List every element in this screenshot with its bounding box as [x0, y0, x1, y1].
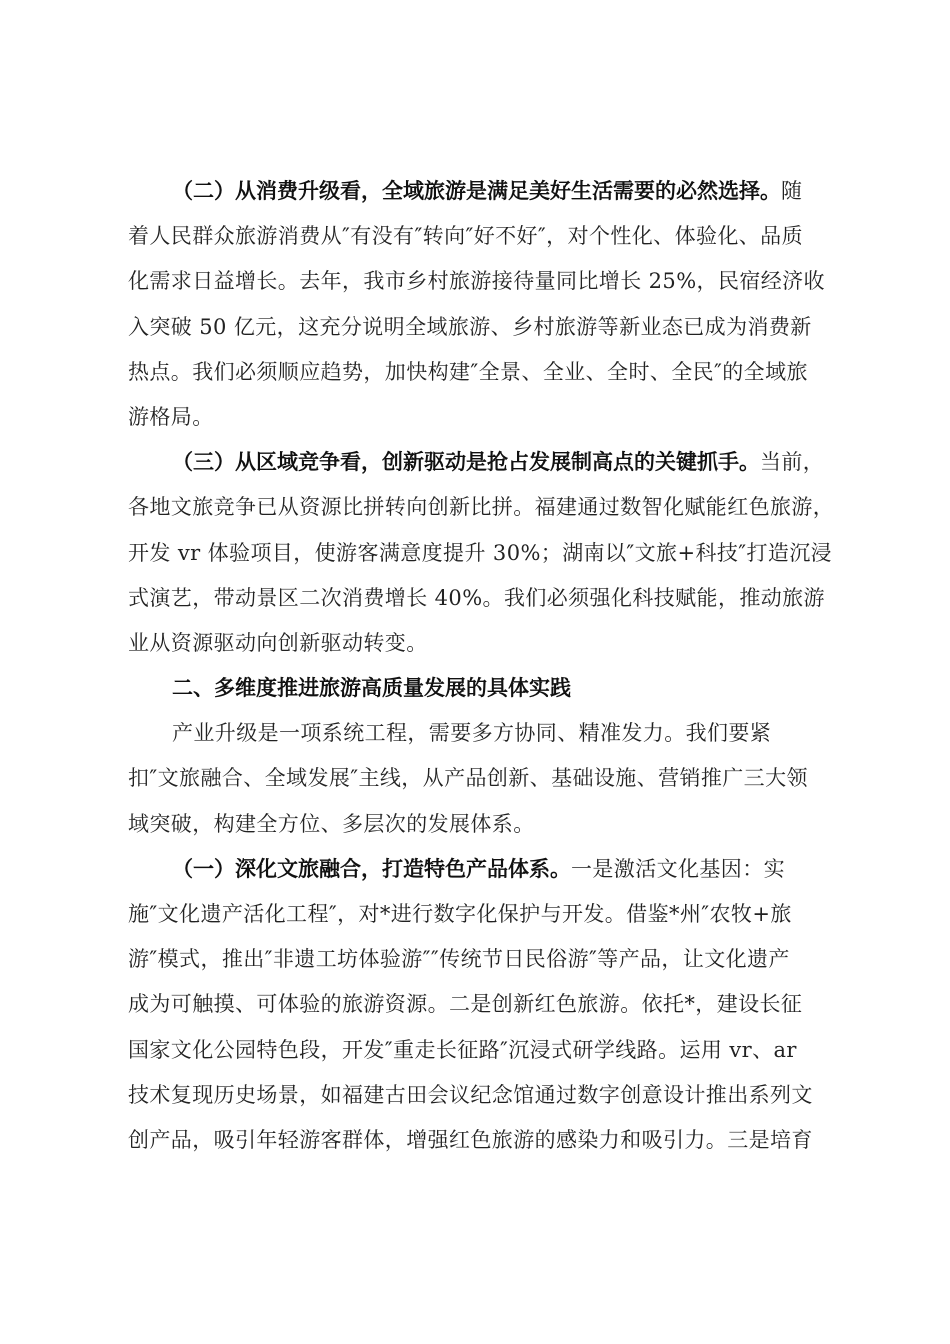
section-heading-2 [128, 671, 828, 716]
text-line: 各地文旅竞争已从资源比拼转向创新比拼。福建通过数智化赋能红色旅游， [128, 495, 835, 520]
text-line: 国家文化公园特色段，开发″重走长征路″沉浸式研学线路。运用 vr、ar [128, 1037, 797, 1062]
text-line: 化需求日益增长。去年，我市乡村旅游接待量同比增长 25%，民宿经济收 [128, 269, 825, 294]
text-line: 产业升级是一项系统工程，需要多方协同、精准发力。我们要紧 [172, 721, 772, 746]
bold-lead: （三）从区域竞争看，创新驱动是抢占发展制高点的关键抓手。 [172, 450, 760, 475]
text-line [128, 174, 828, 219]
text-line: 成为可触摸、可体验的旅游资源。二是创新红色旅游。依托*，建设长征 [128, 992, 803, 1017]
text-line: 技术复现历史场景，如福建古田会议纪念馆通过数字创意设计推出系列文 [128, 1082, 813, 1107]
paragraph-intro [128, 716, 828, 852]
text-line: 游格局。 [128, 404, 214, 429]
text-line [128, 445, 828, 490]
body-text: 一是激活文化基因：实 [571, 856, 785, 881]
body-text: 随 [781, 179, 803, 203]
text-line: 域突破，构建全方位、多层次的发展体系。 [128, 811, 535, 836]
text-line: 开发 vr 体验项目，使游客满意度提升 30%；湖南以″文旅+科技″打造沉浸 [128, 540, 833, 565]
section-title: 二、多维度推进旅游高质量发展的具体实践 [172, 676, 571, 701]
document-page [128, 174, 835, 1168]
text-line: 入突破 50 亿元，这充分说明全域旅游、乡村旅游等新业态已成为消费新 [128, 314, 812, 339]
text-line: 游″模式，推出″非遗工坊体验游″″传统节日民俗游″等产品，让文化遗产 [128, 947, 790, 972]
text-line: 热点。我们必须顺应趋势，加快构建″全景、全业、全时、全民″的全域旅 [128, 359, 808, 384]
paragraph-culture-tourism [128, 852, 828, 1168]
paragraph-consumption-upgrade [128, 174, 828, 445]
bold-lead: （一）深化文旅融合，打造特色产品体系。 [172, 856, 571, 881]
heading-line [128, 671, 828, 716]
text-line: 业从资源驱动向创新驱动转变。 [128, 630, 428, 655]
text-line: 施″文化遗产活化工程″，对*进行数字化保护与开发。借鉴*州″农牧+旅 [128, 902, 792, 926]
text-line: 式演艺，带动景区二次消费增长 40%。我们必须强化科技赋能，推动旅游 [128, 585, 825, 610]
text-line: 创产品，吸引年轻游客群体，增强红色旅游的感染力和吸引力。三是培育 [128, 1127, 813, 1152]
body-text: 当前， [760, 450, 825, 475]
text-line [128, 852, 828, 897]
text-line: 扣″文旅融合、全域发展″主线，从产品创新、基础设施、营销推广三大领 [128, 766, 808, 791]
text-line: 着人民群众旅游消费从″有没有″转向″好不好″，对个性化、体验化、品质 [128, 224, 803, 249]
bold-lead: （二）从消费升级看，全域旅游是满足美好生活需要的必然选择。 [172, 179, 781, 203]
paragraph-regional-competition [128, 445, 835, 671]
